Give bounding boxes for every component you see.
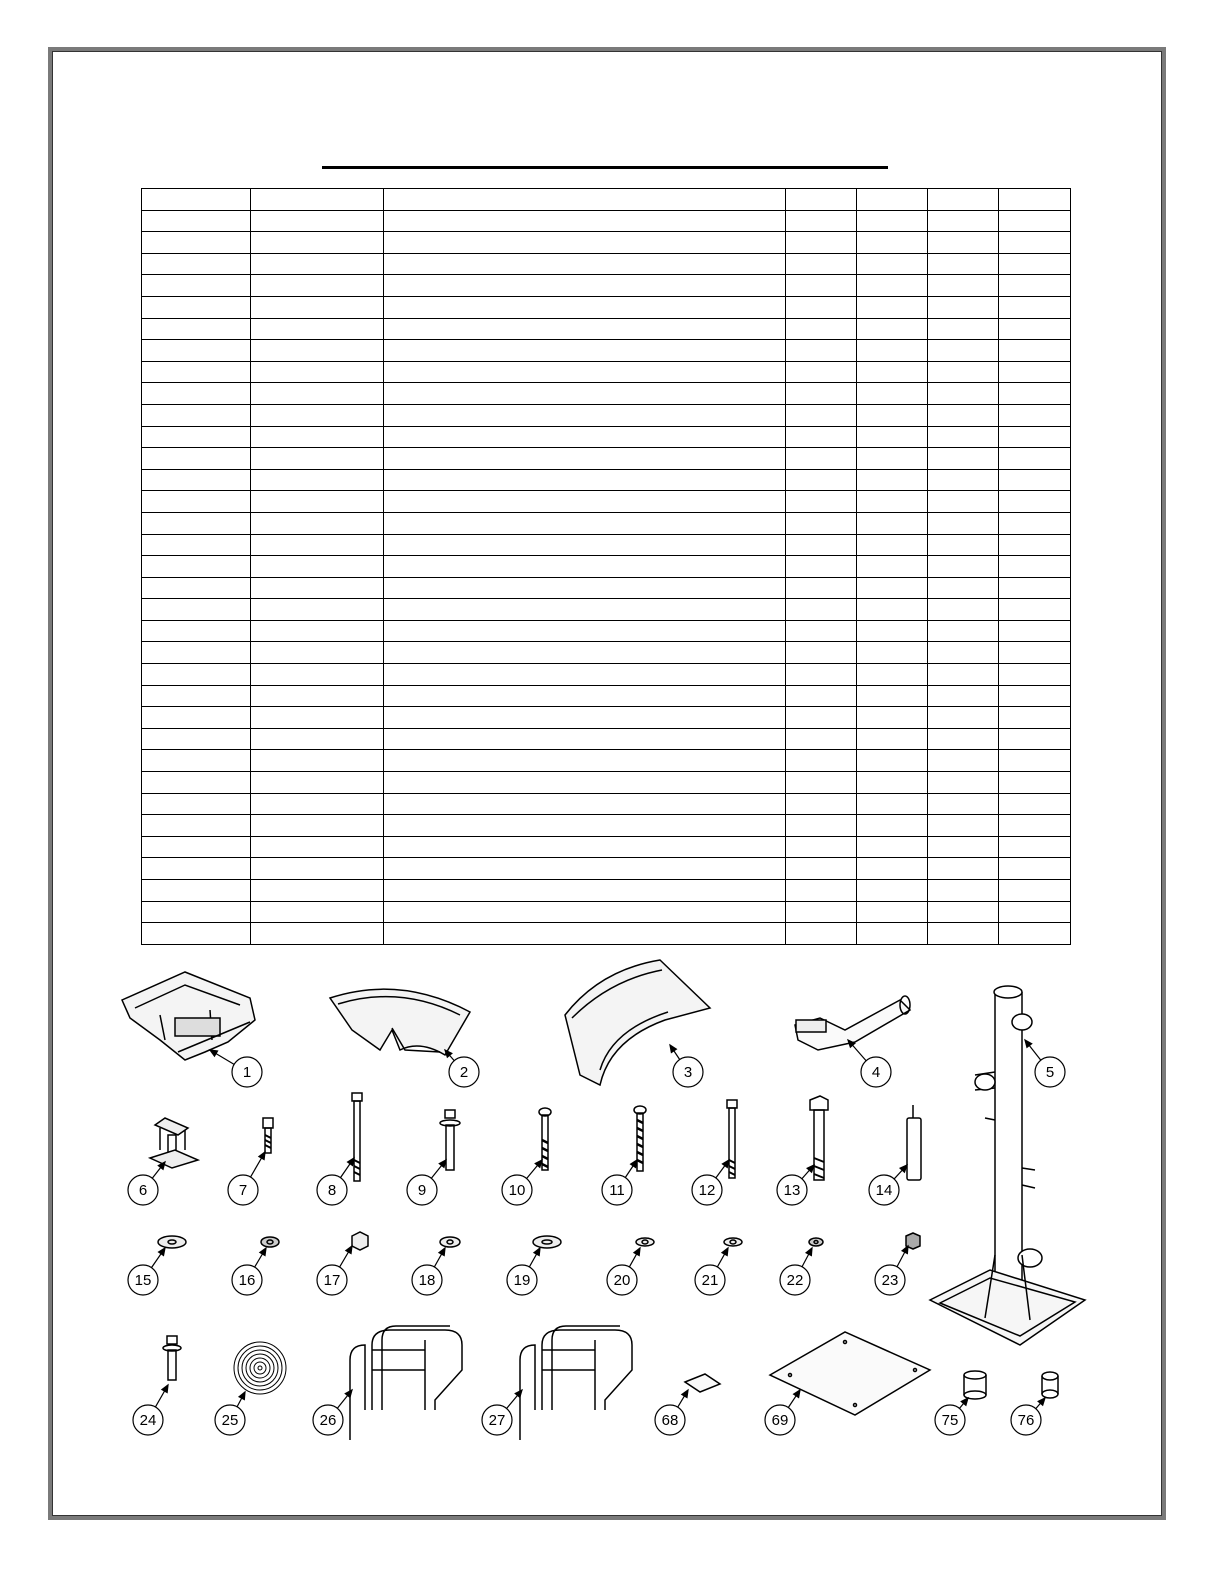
part-15-callout xyxy=(128,1248,165,1295)
part-17-drawing xyxy=(352,1232,368,1250)
leader-arrowhead xyxy=(722,1248,728,1256)
part-8-callout xyxy=(317,1158,354,1205)
callout-label: 9 xyxy=(417,1182,427,1199)
part-19-drawing xyxy=(533,1236,561,1248)
part-14-drawing xyxy=(907,1105,921,1180)
part-18-drawing xyxy=(440,1237,460,1247)
part-2-callout xyxy=(445,1050,479,1087)
part-20-callout xyxy=(607,1248,640,1295)
part-13-callout xyxy=(777,1165,814,1205)
part-14-callout xyxy=(869,1165,907,1205)
part-68-drawing xyxy=(685,1374,720,1392)
callout-label: 12 xyxy=(698,1182,716,1199)
part-2-drawing xyxy=(330,989,470,1055)
leader-arrowhead xyxy=(806,1248,812,1256)
leader-arrowhead xyxy=(162,1385,168,1393)
part-69-callout xyxy=(765,1390,800,1435)
leader-arrowhead xyxy=(348,1158,354,1165)
callout-label: 15 xyxy=(134,1272,152,1289)
callout-label: 76 xyxy=(1017,1412,1035,1429)
callout-label: 26 xyxy=(319,1412,337,1429)
leader-arrowhead xyxy=(210,1050,218,1056)
part-75-callout xyxy=(935,1398,968,1435)
part-7-callout xyxy=(228,1152,265,1205)
part-24-callout xyxy=(133,1385,168,1435)
part-25-callout xyxy=(215,1392,245,1435)
part-19-callout xyxy=(507,1248,540,1295)
part-5-drawing xyxy=(930,986,1085,1345)
part-26-callout xyxy=(313,1390,352,1435)
leader-arrowhead xyxy=(439,1248,445,1256)
callout-label: 22 xyxy=(786,1272,804,1289)
part-10-callout xyxy=(502,1160,542,1205)
part-15-drawing xyxy=(158,1236,186,1248)
callout-label: 14 xyxy=(875,1182,893,1199)
callout-label: 2 xyxy=(459,1064,469,1081)
callout-label: 16 xyxy=(238,1272,256,1289)
part-5-callout xyxy=(1025,1040,1065,1087)
part-27-drawing xyxy=(520,1326,632,1440)
part-76-callout xyxy=(1011,1398,1045,1435)
part-17-callout xyxy=(317,1246,352,1295)
part-23-callout xyxy=(875,1246,908,1295)
leader-arrowhead xyxy=(159,1248,165,1255)
part-26-drawing xyxy=(350,1326,462,1440)
callout-label: 11 xyxy=(609,1182,625,1199)
leader-arrowhead xyxy=(794,1390,800,1397)
part-1-drawing xyxy=(122,972,255,1060)
part-16-drawing xyxy=(261,1237,279,1247)
part-9-callout xyxy=(407,1160,446,1205)
part-69-drawing xyxy=(770,1332,930,1415)
part-21-callout xyxy=(695,1248,728,1295)
callout-label: 13 xyxy=(783,1182,801,1199)
leader-arrowhead xyxy=(722,1160,729,1167)
leader-arrowhead xyxy=(260,1248,266,1256)
part-12-drawing xyxy=(727,1100,737,1178)
callout-label: 21 xyxy=(701,1272,719,1289)
part-3-callout xyxy=(670,1045,703,1087)
part-1-callout xyxy=(210,1050,262,1087)
part-8-drawing xyxy=(352,1093,362,1181)
part-7-drawing xyxy=(263,1118,273,1153)
part-68-callout xyxy=(655,1390,688,1435)
callout-label: 69 xyxy=(771,1412,789,1429)
part-22-callout xyxy=(780,1248,812,1295)
part-6-drawing xyxy=(150,1118,198,1168)
part-6-callout xyxy=(128,1162,165,1205)
leader-arrowhead xyxy=(902,1246,908,1254)
part-18-callout xyxy=(412,1248,445,1295)
part-12-callout xyxy=(692,1160,729,1205)
part-75-drawing xyxy=(964,1371,986,1399)
part-11-callout xyxy=(602,1160,637,1205)
callout-label: 7 xyxy=(238,1182,248,1199)
part-4-callout xyxy=(848,1040,891,1087)
leader-arrowhead xyxy=(346,1246,352,1254)
leader-arrowhead xyxy=(1025,1040,1032,1047)
callout-label: 4 xyxy=(871,1064,881,1081)
callout-label: 8 xyxy=(327,1182,337,1199)
part-20-drawing xyxy=(636,1238,654,1246)
leader-arrowhead xyxy=(259,1152,265,1160)
callout-label: 23 xyxy=(881,1272,899,1289)
callout-label: 19 xyxy=(513,1272,531,1289)
part-25-drawing xyxy=(234,1342,286,1394)
part-16-callout xyxy=(232,1248,266,1295)
callout-label: 5 xyxy=(1045,1064,1055,1081)
leader-arrowhead xyxy=(534,1248,540,1256)
leader-arrowhead xyxy=(631,1160,637,1167)
callout-label: 3 xyxy=(683,1064,693,1081)
part-21-drawing xyxy=(724,1238,742,1246)
leader-arrowhead xyxy=(239,1392,245,1400)
callout-label: 68 xyxy=(661,1412,679,1429)
leader-arrowhead xyxy=(682,1390,688,1398)
callout-label: 10 xyxy=(508,1182,526,1199)
leader-arrowhead xyxy=(634,1248,640,1256)
leader-arrowhead xyxy=(670,1045,676,1052)
callout-label: 24 xyxy=(139,1412,157,1429)
callout-label: 1 xyxy=(242,1064,252,1081)
callout-label: 6 xyxy=(138,1182,148,1199)
part-24-drawing xyxy=(163,1336,181,1380)
callout-label: 27 xyxy=(488,1412,506,1429)
part-76-drawing xyxy=(1042,1372,1058,1398)
part-22-drawing xyxy=(809,1238,823,1246)
callout-label: 20 xyxy=(613,1272,631,1289)
callout-label: 25 xyxy=(221,1412,239,1429)
part-27-callout xyxy=(482,1390,522,1435)
callout-label: 75 xyxy=(941,1412,959,1429)
callout-label: 18 xyxy=(418,1272,436,1289)
callout-label: 17 xyxy=(323,1272,341,1289)
